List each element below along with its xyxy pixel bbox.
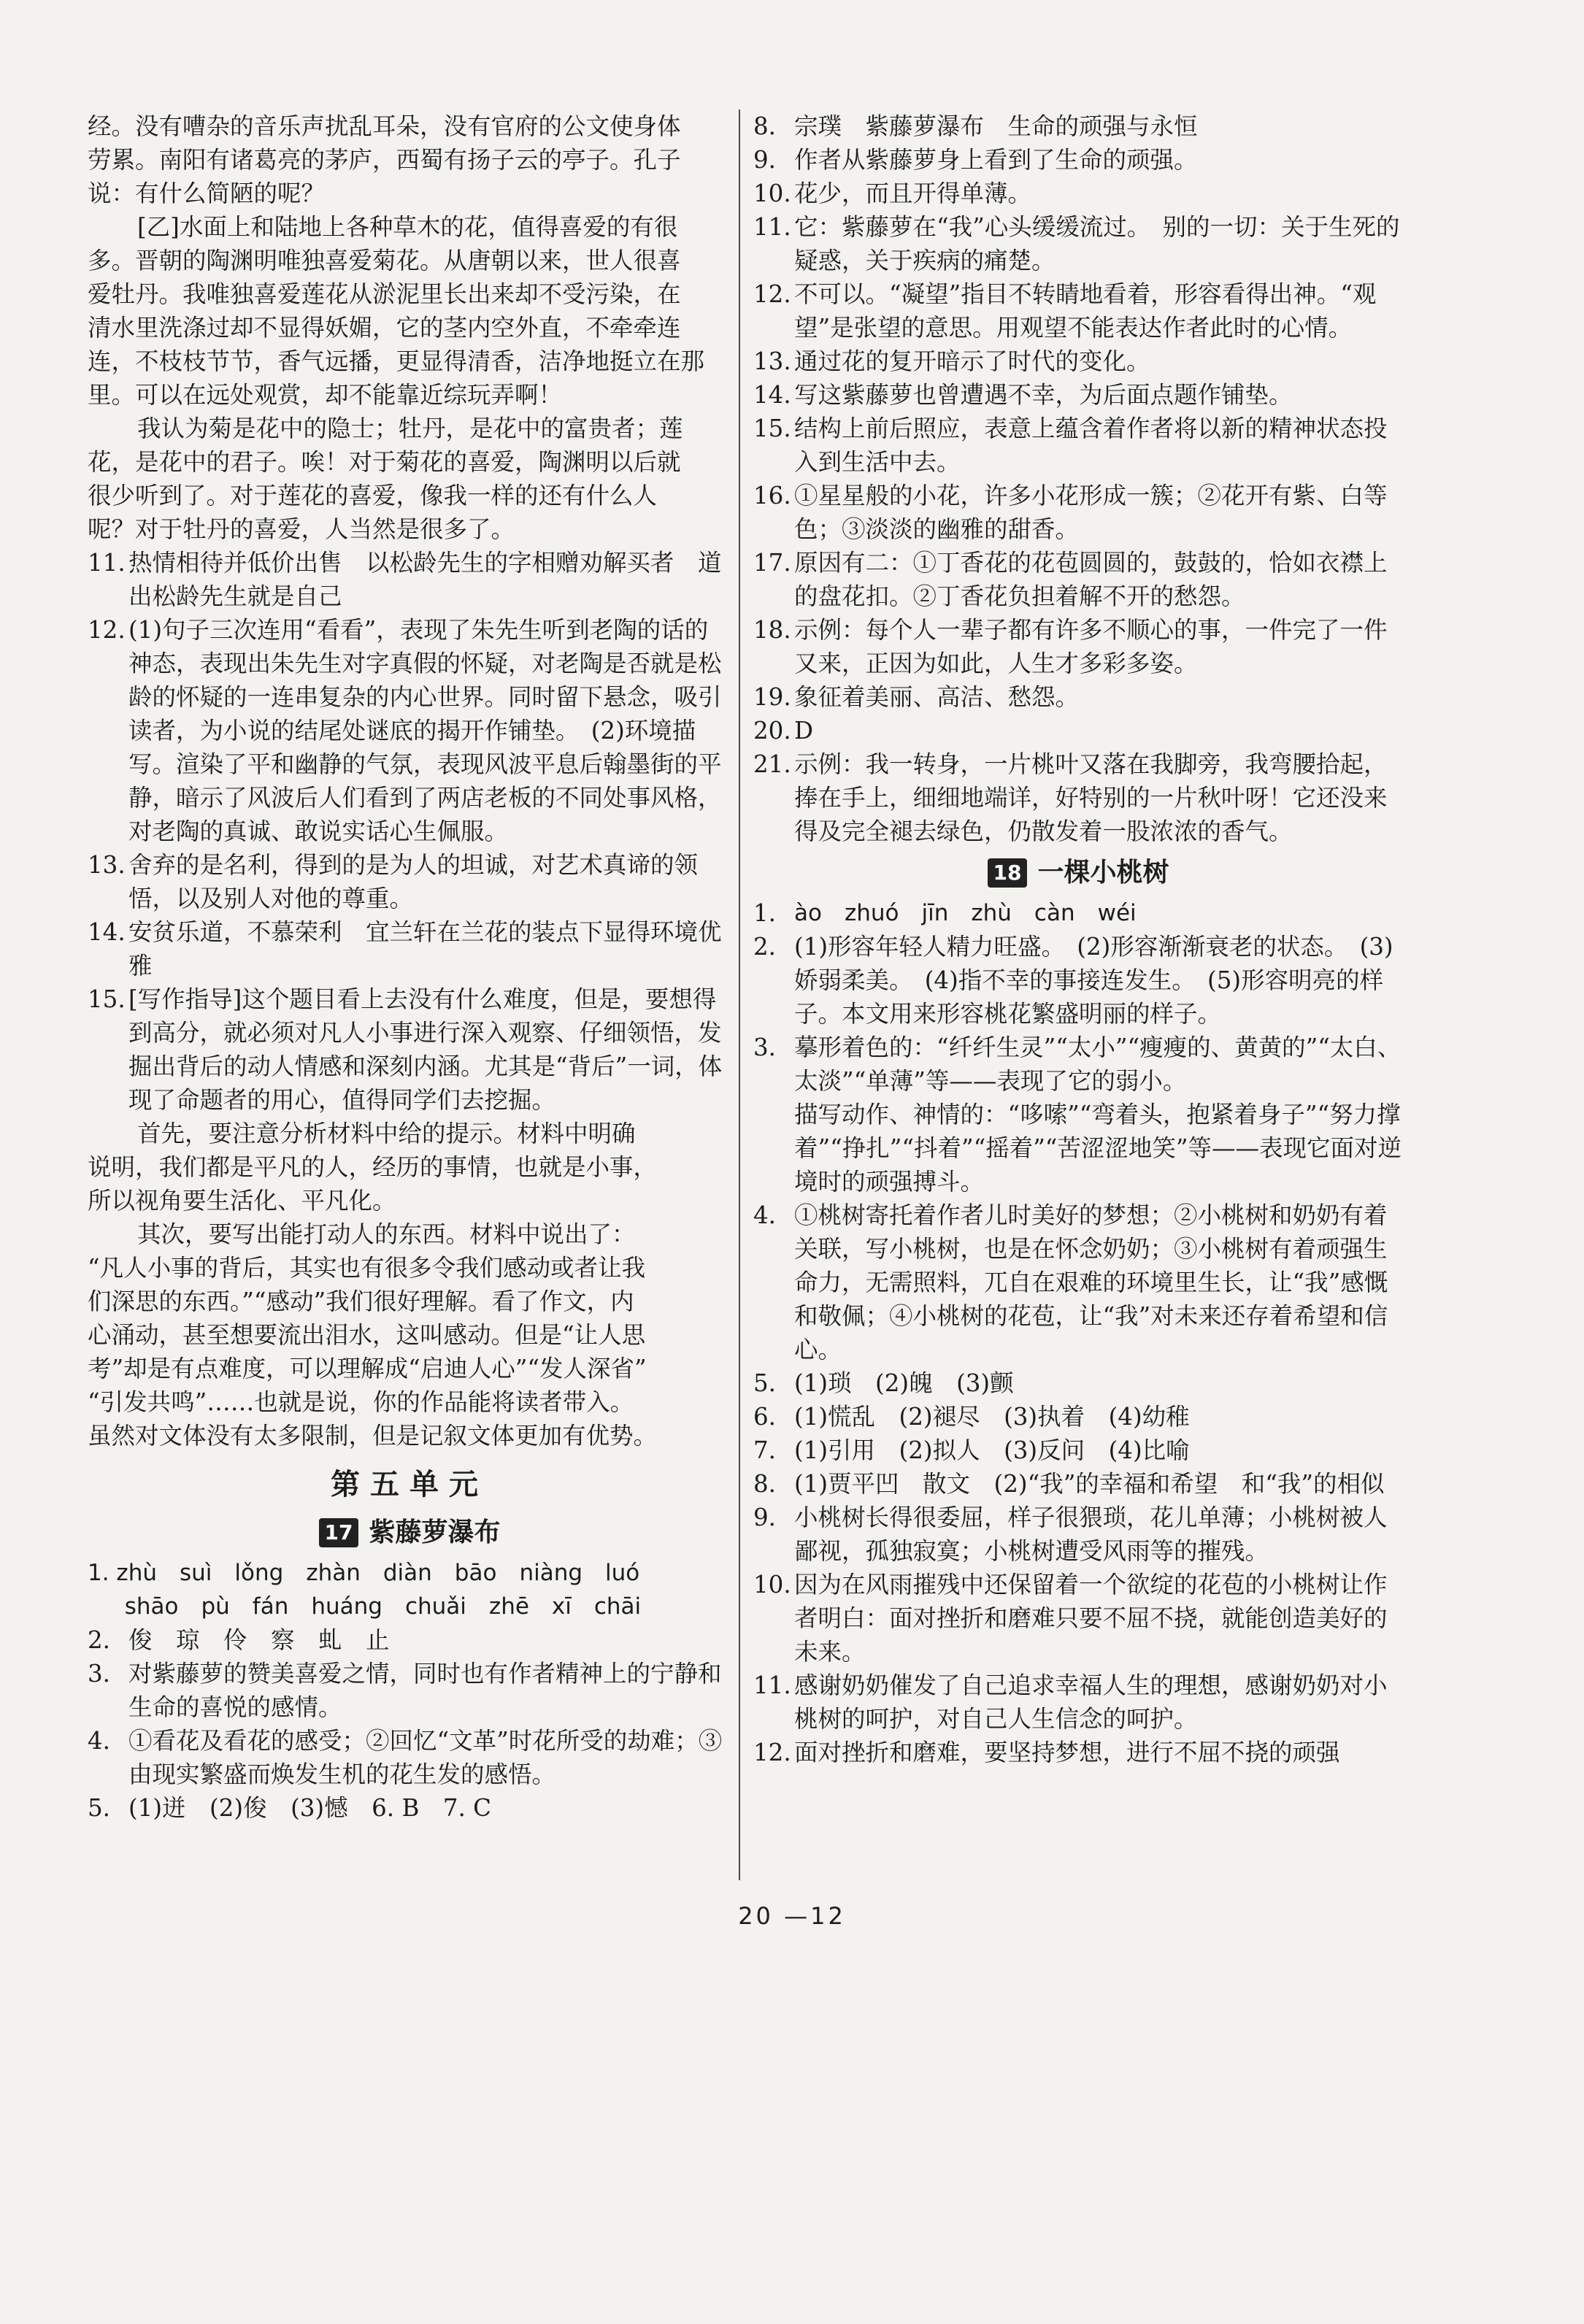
answer-number: 13. xyxy=(88,851,126,879)
answer-item xyxy=(753,109,1403,143)
answer-text: 作者从紫藤萝身上看到了生命的顽强。 xyxy=(794,146,1198,174)
answer-item xyxy=(88,613,731,848)
answer-number: 4. xyxy=(88,1727,111,1755)
answer-item xyxy=(88,1724,731,1791)
answer-number: 9. xyxy=(753,1504,777,1531)
unit-title: 第五单元 xyxy=(331,1468,488,1501)
answer-text: ①桃树寄托着作者儿时美好的梦想；②小桃树和奶奶有着关联，写小桃树，也是在怀念奶奶；③小桃树有着顽强生命力，无需照料，兀自在艰难的环境里生长，让“我”感慨和敬佩；④小桃树的花苞，让“我”对未来还存着希望和信心。 xyxy=(794,1201,1388,1363)
answer-number: 5. xyxy=(88,1794,111,1822)
answer-text: (1)形容年轻人精力旺盛。 (2)形容渐渐衰老的状态。 (3)娇弱柔美。 (4)指不幸的事接连发生。 (5)形容明亮的样子。本文用来形容桃花繁盛明丽的样子。 xyxy=(794,933,1393,1028)
answer-item xyxy=(88,1657,731,1724)
text-line: 劳累。南阳有诸葛亮的茅庐，西蜀有扬子云的亭子。孔子 xyxy=(88,146,681,174)
answer-item xyxy=(753,613,1403,680)
answer-number: 6. xyxy=(753,1403,777,1431)
answer-text: 示例：我一转身，一片桃叶又落在我脚旁，我弯腰拾起，捧在手上，细细地端详，好特别的一片秋叶呀！它还没来得及完全褪去绿色，仍散发着一股浓浓的香气。 xyxy=(794,750,1388,845)
answer-number: 3. xyxy=(753,1034,777,1061)
answer-number: 16. xyxy=(753,482,791,509)
answer-text: 感谢奶奶催发了自己追求幸福人生的理想，感谢奶奶对小桃树的呵护，对自己人生信念的呵护。 xyxy=(794,1671,1388,1733)
text-line: 考”却是有点难度，可以理解成“启迪人心”“发人深省” xyxy=(88,1355,647,1382)
answer-item xyxy=(753,1669,1403,1736)
text-line: 我认为菊是花中的隐士；牡丹，是花中的富贵者；莲 xyxy=(137,415,683,442)
answer-item xyxy=(88,982,731,1117)
lesson-number-badge: 18 xyxy=(988,858,1028,888)
answer-number: 5. xyxy=(753,1369,777,1397)
answer-item xyxy=(753,546,1403,613)
answer-text: (1)引用 (2)拟人 (3)反问 (4)比喻 xyxy=(794,1436,1190,1464)
text-line: 首先，要注意分析材料中给的提示。材料中明确 xyxy=(137,1120,636,1147)
text-line: 花，是花中的君子。唉！对于菊花的喜爱，陶渊明以后就 xyxy=(88,448,681,476)
pinyin-line: 1. zhù suì lǒng zhàn diàn bāo niàng luó xyxy=(88,1560,640,1586)
answer-number: 1. xyxy=(753,899,777,927)
answer-item xyxy=(88,1623,731,1657)
answer-item xyxy=(753,1400,1403,1434)
answer-number: 12. xyxy=(753,280,791,308)
answer-item xyxy=(753,714,1403,747)
answer-text: 示例：每个人一辈子都有许多不顺心的事，一件完了一件又来，正因为如此，人生才多彩多姿。 xyxy=(794,616,1388,677)
answer-text: (1)迸 (2)俊 (3)憾 6. B 7. C xyxy=(128,1794,492,1822)
answer-number: 8. xyxy=(753,1470,777,1498)
answer-number: 9. xyxy=(753,146,777,174)
answer-text: ①看花及看花的感受；②回忆“文革”时花所受的劫难；③由现实繁盛而焕发生机的花生发的感悟。 xyxy=(128,1727,723,1788)
answer-text: 热情相待并低价出售 以松龄先生的字相赠劝解买者 道出松龄先生就是自己 xyxy=(128,549,722,610)
answer-text: 花少，而且开得单薄。 xyxy=(794,180,1032,207)
answer-item xyxy=(753,177,1403,210)
answer-item xyxy=(753,378,1403,412)
answer-item xyxy=(753,479,1403,546)
answer-number: 2. xyxy=(88,1626,111,1654)
answer-item xyxy=(753,1366,1403,1400)
answer-text: (1)贾平凹 散文 (2)“我”的幸福和希望 和“我”的相似 xyxy=(794,1470,1385,1498)
answer-number: 3. xyxy=(88,1660,111,1688)
answer-text: 对紫藤萝的赞美喜爱之情，同时也有作者精神上的宁静和生命的喜悦的感情。 xyxy=(128,1660,722,1721)
answer-item xyxy=(753,1434,1403,1467)
answer-item xyxy=(753,277,1403,345)
text-line: 们深思的东西。”“感动”我们很好理解。看了作文，内 xyxy=(88,1288,634,1315)
answer-item xyxy=(753,1736,1403,1769)
answer-text: (1)慌乱 (2)褪尽 (3)执着 (4)幼稚 xyxy=(794,1403,1190,1431)
text-line: 里。可以在远处观赏，却不能靠近综玩弄啊！ xyxy=(88,381,563,409)
column-divider xyxy=(739,109,740,1880)
text-line: 多。晋朝的陶渊明唯独喜爱菊花。从唐朝以来，世人很喜 xyxy=(88,247,681,274)
lesson-number-badge: 17 xyxy=(319,1518,359,1547)
text-line: 连，不枝枝节节，香气远播，更显得清香，洁净地挺立在那 xyxy=(88,347,705,375)
answer-item xyxy=(753,345,1403,378)
answer-text: 俊 琼 伶 察 虬 止 xyxy=(128,1626,390,1654)
answer-number: 10. xyxy=(753,180,791,207)
answer-text: 摹形着色的：“纤纤生灵”“太小”“瘦瘦的、黄黄的”“太白、太淡”“单薄”等——表现了它的弱小。 xyxy=(794,1034,1402,1095)
lesson-title: 一棵小桃树 xyxy=(1037,858,1169,888)
answer-text: 原因有二：①丁香花的花苞圆圆的，鼓鼓的，恰如衣襟上的盘花扣。②丁香花负担着解不开的愁怨。 xyxy=(794,549,1388,610)
answer-number: 2. xyxy=(753,933,777,961)
answer-item xyxy=(753,1501,1403,1568)
lesson-heading xyxy=(88,1512,731,1553)
answer-text: 宗璞 紫藤萝瀑布 生命的顽强与永恒 xyxy=(794,112,1198,140)
answer-number: 19. xyxy=(753,683,791,711)
right-column xyxy=(753,109,1403,1769)
answer-text: 因为在风雨摧残中还保留着一个欲绽的花苞的小桃树让作者明白：面对挫折和磨难只要不屈不挠，就能创造美好的未来。 xyxy=(794,1571,1388,1666)
answer-item xyxy=(753,210,1403,277)
pinyin-line: shāo pù fán huáng chuǎi zhē xī chāi xyxy=(88,1593,642,1620)
answer-item xyxy=(88,915,731,982)
text-line: 清水里洗涤过却不显得妖媚，它的茎内空外直，不牵牵连 xyxy=(88,314,681,342)
text-line: 所以视角要生活化、平凡化。 xyxy=(88,1187,396,1215)
answer-item xyxy=(753,747,1403,848)
lesson-heading xyxy=(753,853,1403,893)
answer-text: (1)琐 (2)魄 (3)颤 xyxy=(794,1369,1014,1397)
answer-text: 舍弃的是名利，得到的是为人的坦诚，对艺术真谛的领悟，以及别人对他的尊重。 xyxy=(128,851,699,912)
answer-number: 17. xyxy=(753,549,791,577)
answer-number: 21. xyxy=(753,750,791,778)
answer-item xyxy=(753,1031,1403,1098)
answer-number: 11. xyxy=(88,549,126,577)
answer-text: 小桃树长得很委屈，样子很猥琐，花儿单薄；小桃树被人鄙视，孤独寂寞；小桃树遭受风雨等的摧残。 xyxy=(794,1504,1388,1565)
answer-item xyxy=(753,1198,1403,1366)
text-line: 很少听到了。对于莲花的喜爱，像我一样的还有什么人 xyxy=(88,482,658,509)
lesson-title: 紫藤萝瀑布 xyxy=(369,1517,501,1547)
answer-item xyxy=(753,680,1403,714)
answer-item xyxy=(753,1098,1403,1198)
answer-number: 7. xyxy=(753,1436,777,1464)
text-line: 爱牡丹。我唯独喜爱莲花从淤泥里长出来却不受污染，在 xyxy=(88,280,681,308)
answer-number: 14. xyxy=(88,918,126,946)
answer-text: 安贫乐道，不慕荣利 宜兰轩在兰花的装点下显得环境优雅 xyxy=(128,918,722,980)
answer-number: 15. xyxy=(753,415,791,442)
answer-number: 15. xyxy=(88,985,126,1013)
answer-number: 11. xyxy=(753,213,791,241)
answer-item xyxy=(753,412,1403,479)
answer-text: [写作指导]这个题目看上去没有什么难度，但是，要想得到高分，就必须对凡人小事进行深入观察、仔细领悟，发掘出背后的动人情感和深刻内涵。尤其是“背后”一词，体现了命题者的用心，值得同学们去挖掘。 xyxy=(128,985,723,1114)
answer-text: ào zhuó jīn zhù càn wéi xyxy=(794,900,1137,926)
text-line: 说明，我们都是平凡的人，经历的事情，也就是小事， xyxy=(88,1153,658,1181)
answer-text: D xyxy=(794,717,814,744)
answer-text: 通过花的复开暗示了时代的变化。 xyxy=(794,347,1150,375)
answer-item xyxy=(753,1568,1403,1669)
text-line: [乙]水面上和陆地上各种草木的花，值得喜爱的有很 xyxy=(137,213,678,241)
answer-text: (1)句子三次连用“看看”，表现了朱先生听到老陶的话的神态，表现出朱先生对字真假的怀疑，对老陶是否就是松龄的怀疑的一连串复杂的内心世界。同时留下悬念，吸引读者，为小说的结尾处谜底的揭开作铺垫。 (2)环境描写。渲染了平和幽静的气氛，表现风波平息后翰墨街的平静，暗示了风波后人们看到了两店老板的不同处事风格，对老陶的真诚、敢说实话心生佩服。 xyxy=(128,616,722,845)
text-line: “凡人小事的背后，其实也有很多令我们感动或者让我 xyxy=(88,1254,646,1282)
answer-text: 结构上前后照应，表意上蕴含着作者将以新的精神状态投入到生活中去。 xyxy=(794,415,1388,476)
answer-number: 12. xyxy=(753,1739,791,1766)
answer-number: 18. xyxy=(753,616,791,644)
answer-number: 13. xyxy=(753,347,791,375)
answer-number: 4. xyxy=(753,1201,777,1229)
answer-number: 10. xyxy=(753,1571,791,1598)
answer-text: ①星星般的小花，许多小花形成一簇；②花开有紫、白等色；③淡淡的幽雅的甜香。 xyxy=(794,482,1388,543)
text-line: 心涌动，甚至想要流出泪水，这叫感动。但是“让人思 xyxy=(88,1321,646,1349)
text-line: 其次，要写出能打动人的东西。材料中说出了： xyxy=(137,1220,636,1248)
answer-item xyxy=(88,848,731,915)
answer-item xyxy=(753,930,1403,1031)
answer-text: 面对挫折和磨难，要坚持梦想，进行不屈不挠的顽强 xyxy=(794,1739,1340,1766)
answer-text: 不可以。“凝望”指目不转睛地看着，形容看得出神。“观望”是张望的意思。用观望不能表达作者此时的心情。 xyxy=(794,280,1377,342)
text-line: 说：有什么简陋的呢？ xyxy=(88,180,326,207)
text-line: 虽然对文体没有太多限制，但是记叙文体更加有优势。 xyxy=(88,1422,658,1450)
answer-item xyxy=(88,1791,731,1825)
left-column xyxy=(88,109,731,1825)
answer-item xyxy=(753,143,1403,177)
answer-item xyxy=(753,1467,1403,1501)
answer-number: 8. xyxy=(753,112,777,140)
answer-text: 描写动作、神情的：“哆嗦”“弯着头，抱紧着身子”“努力撑着”“挣扎”“抖着”“摇着”“苦涩涩地笑”等——表现它面对逆境时的顽强搏斗。 xyxy=(794,1101,1402,1196)
answer-item xyxy=(88,546,731,613)
page-number: 20 —12 xyxy=(738,1902,846,1930)
answer-number: 12. xyxy=(88,616,126,644)
answer-number: 20. xyxy=(753,717,791,744)
answer-text: 象征着美丽、高洁、愁怨。 xyxy=(794,683,1080,711)
text-line: 经。没有嘈杂的音乐声扰乱耳朵，没有官府的公文使身体 xyxy=(88,112,681,140)
answer-text: 它：紫藤萝在“我”心头缓缓流过。 别的一切：关于生死的疑惑，关于疾病的痛楚。 xyxy=(794,213,1400,274)
text-line: “引发共鸣”……也就是说，你的作品能将读者带入。 xyxy=(88,1388,634,1416)
text-line: 呢？对于牡丹的喜爱，人当然是很多了。 xyxy=(88,515,515,543)
answer-item xyxy=(753,896,1403,930)
answer-number: 14. xyxy=(753,381,791,409)
answer-number: 11. xyxy=(753,1671,791,1699)
answer-text: 写这紫藤萝也曾遭遇不幸，为后面点题作铺垫。 xyxy=(794,381,1293,409)
